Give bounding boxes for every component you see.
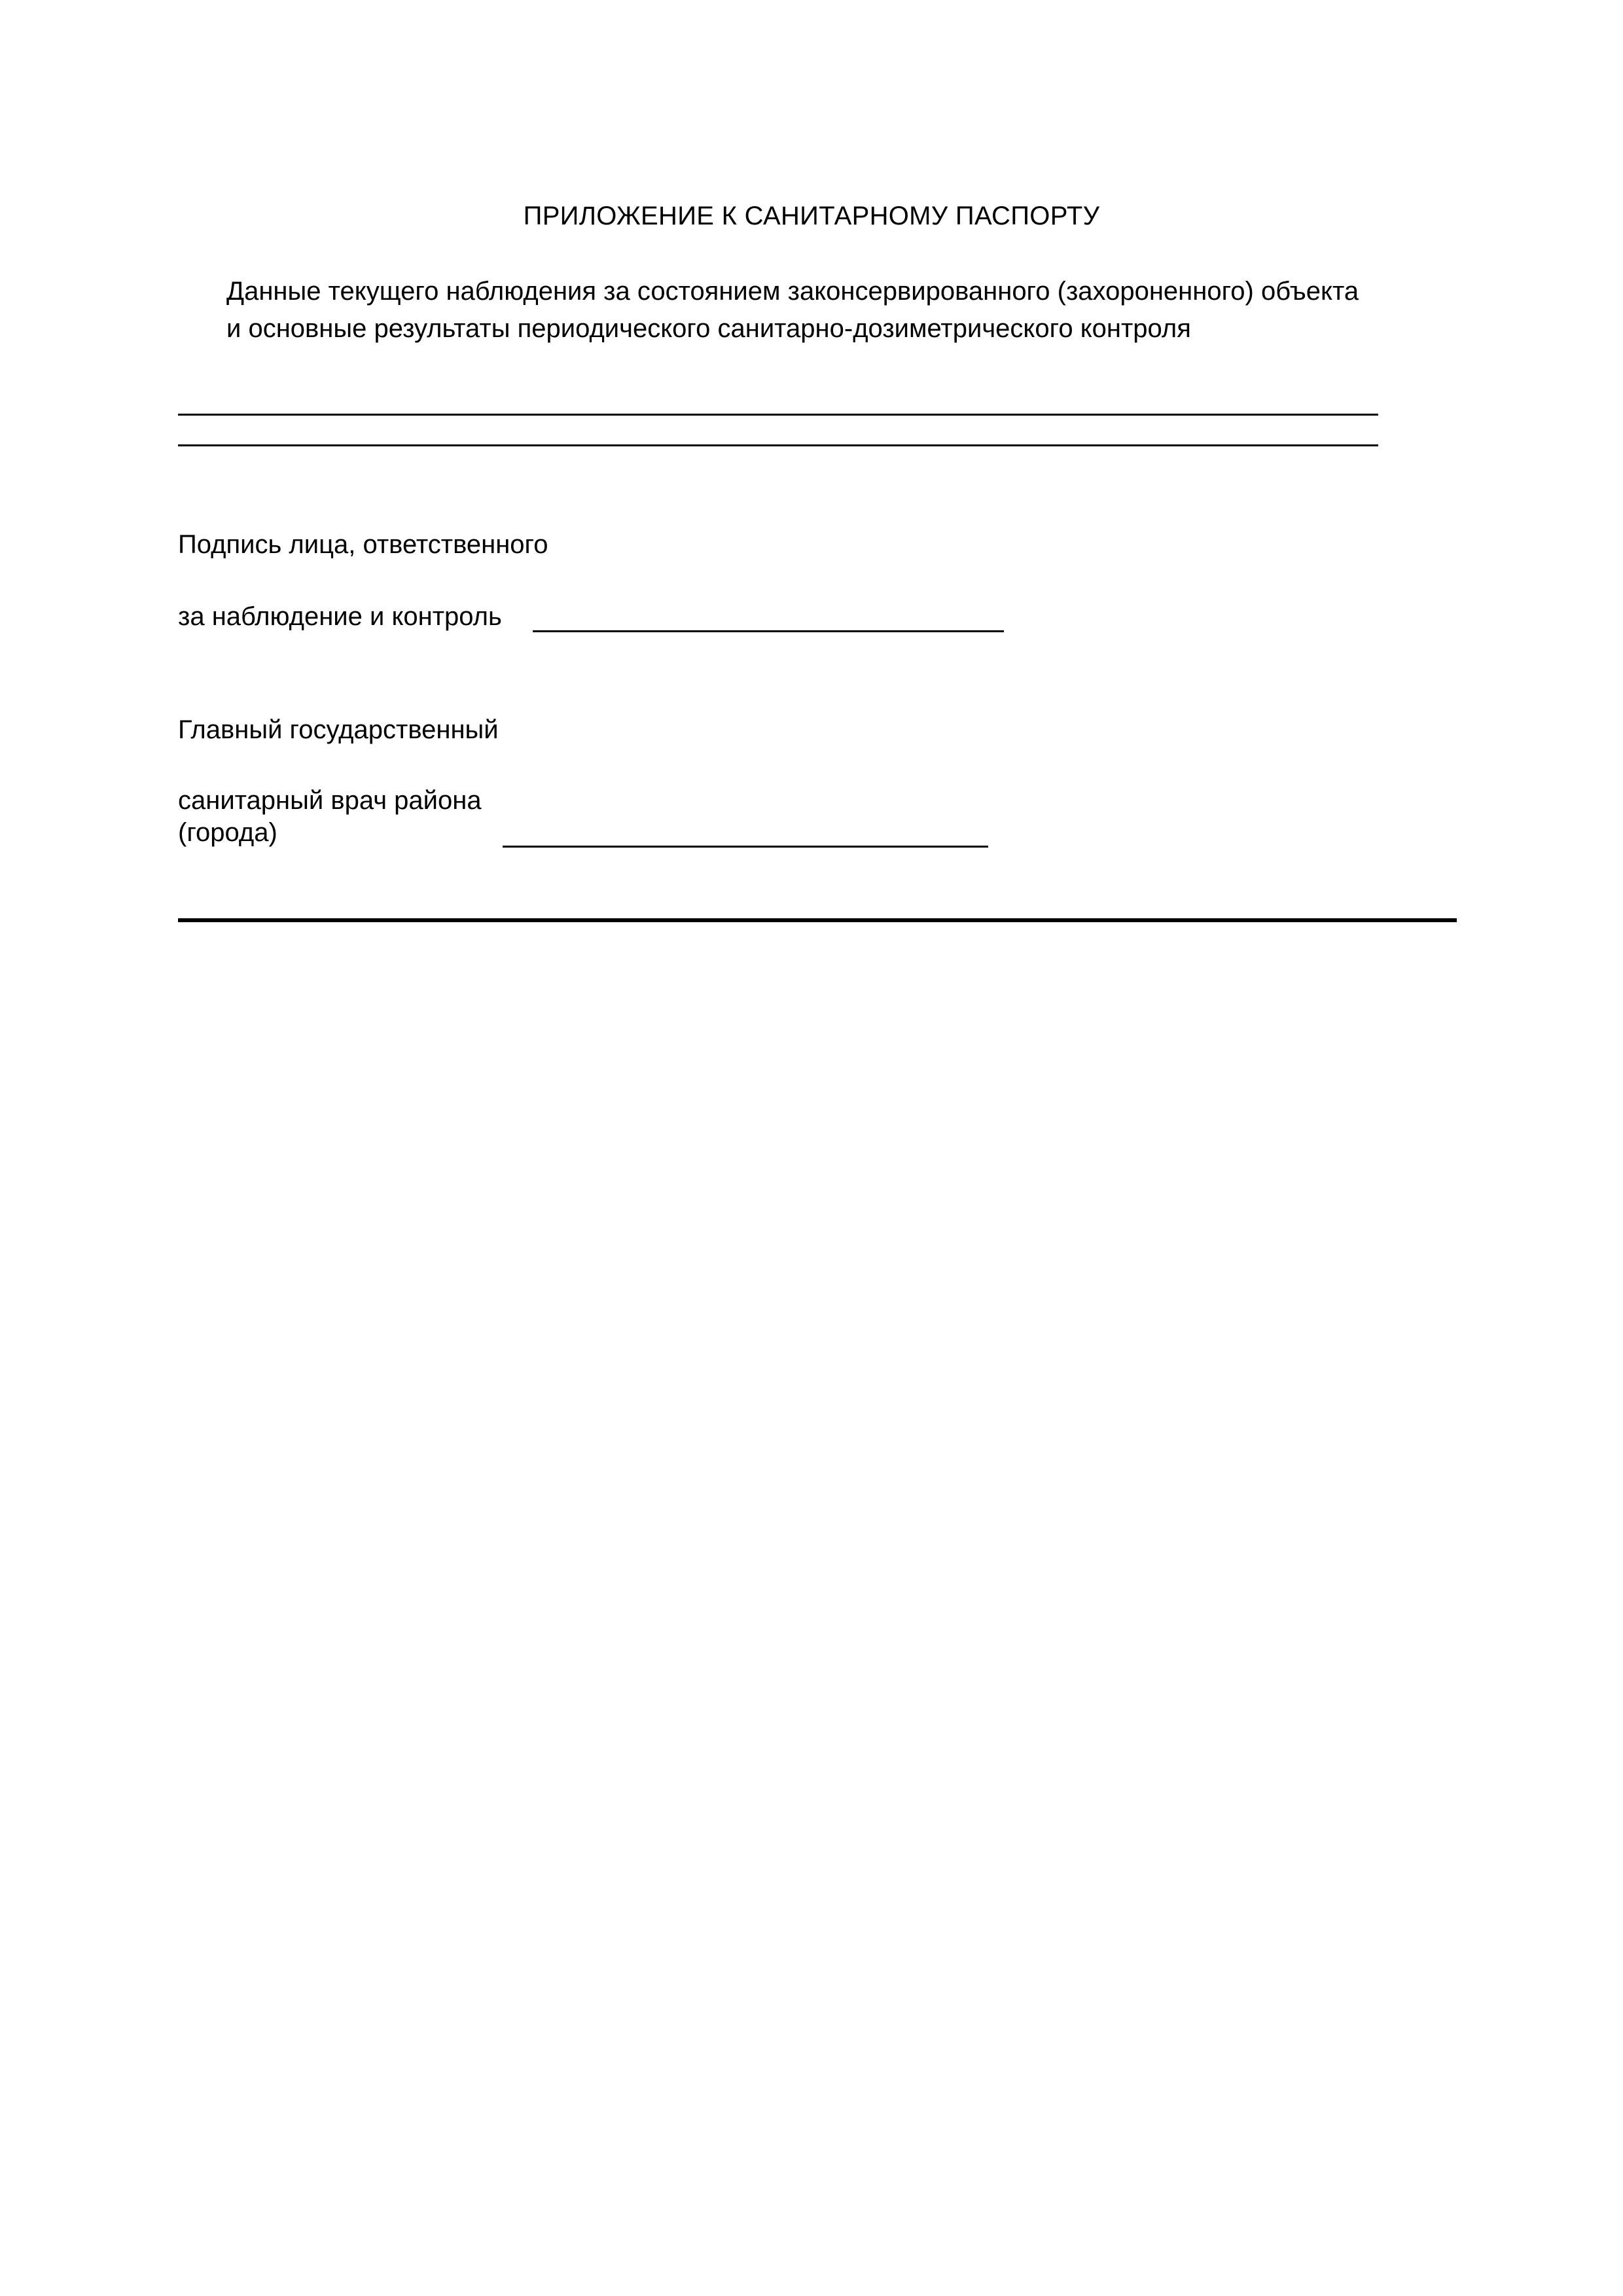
data-entry-line-1[interactable]: [178, 414, 1378, 416]
intro-text-line-2: и основные результаты периодического санитарно-дозиметрического контроля: [226, 314, 1191, 343]
responsible-signature-field[interactable]: [533, 630, 1004, 632]
data-entry-line-2[interactable]: [178, 444, 1378, 446]
responsible-signature-label-line-2: за наблюдение и контроль: [178, 602, 502, 631]
responsible-signature-label-line-1: Подпись лица, ответственного: [178, 530, 548, 559]
chief-doctor-signature-field[interactable]: [503, 846, 988, 848]
chief-doctor-label-line-3: (города): [178, 818, 277, 847]
chief-doctor-label-line-1: Главный государственный: [178, 715, 499, 744]
document-title: ПРИЛОЖЕНИЕ К САНИТАРНОМУ ПАСПОРТУ: [523, 202, 1100, 230]
section-divider: [178, 918, 1457, 922]
intro-text-line-1: Данные текущего наблюдения за состоянием законсервированного (захороненного) объекта: [226, 277, 1359, 306]
chief-doctor-label-line-2: санитарный врач района: [178, 786, 482, 815]
